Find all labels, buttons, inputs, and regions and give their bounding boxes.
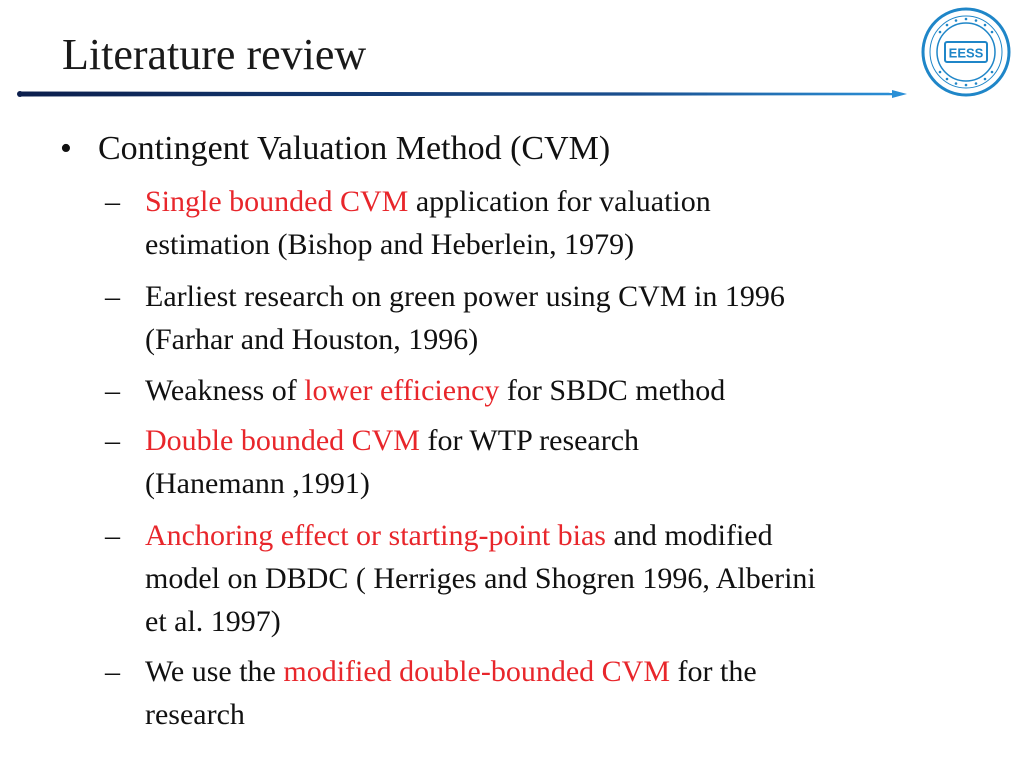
item-line: [145, 514, 945, 557]
item-line: [145, 275, 945, 318]
body-text: Earliest research on green power using CVM in 1996: [145, 280, 785, 313]
body-text: model on DBDC ( Herriges and Shogren 1996, Alberini: [145, 562, 816, 595]
sub-item-weakness: [105, 369, 945, 412]
sub-item-modified-cvm: [105, 650, 945, 736]
body-text: We use the: [145, 655, 284, 688]
dash-symbol: –: [105, 374, 120, 407]
sub-item-double-bounded: [105, 419, 945, 505]
body-text: et al. 1997): [145, 605, 281, 638]
body-text: for SBDC method: [499, 374, 726, 407]
dash-symbol: –: [105, 519, 120, 552]
dash-symbol: –: [105, 280, 120, 313]
slide-title: Literature review: [62, 30, 367, 79]
dash-symbol: –: [105, 424, 120, 457]
item-line: [145, 180, 945, 223]
heading-text: Contingent Valuation Method (CVM): [98, 130, 611, 167]
bullet-heading: [60, 126, 611, 172]
item-line: [145, 600, 945, 643]
body-text: for the: [670, 655, 757, 688]
body-text: for WTP research: [419, 424, 640, 457]
sub-item-anchoring: [105, 514, 945, 643]
bullet-symbol: •: [60, 130, 72, 167]
highlight-text: Anchoring effect or starting-point bias: [145, 519, 606, 552]
item-line: [145, 318, 945, 361]
highlight-text: Double bounded CVM: [145, 424, 420, 457]
logo-text: EESS: [948, 45, 984, 61]
sub-item-earliest-research: [105, 275, 945, 361]
dash-symbol: –: [105, 185, 120, 218]
body-text: Weakness of: [145, 374, 305, 407]
item-line: [145, 419, 945, 462]
university-logo: [920, 6, 1012, 98]
highlight-text: modified double-bounded CVM: [283, 655, 670, 688]
sub-item-single-bounded: [105, 180, 945, 266]
body-text: estimation (Bishop and Heberlein, 1979): [145, 228, 635, 261]
body-text: (Hanemann ,1991): [145, 467, 370, 500]
highlight-text: lower efficiency: [304, 374, 500, 407]
item-line: [145, 223, 945, 266]
title-divider: [14, 84, 914, 104]
body-text: (Farhar and Houston, 1996): [145, 323, 479, 356]
body-text: application for valuation: [408, 185, 711, 218]
item-line: [145, 462, 945, 505]
item-line: [145, 693, 945, 736]
body-text: and modified: [606, 519, 773, 552]
item-line: [145, 557, 945, 600]
highlight-text: Single bounded CVM: [145, 185, 409, 218]
body-text: research: [145, 698, 245, 731]
dash-symbol: –: [105, 655, 120, 688]
item-line: [145, 369, 945, 412]
item-line: [145, 650, 945, 693]
